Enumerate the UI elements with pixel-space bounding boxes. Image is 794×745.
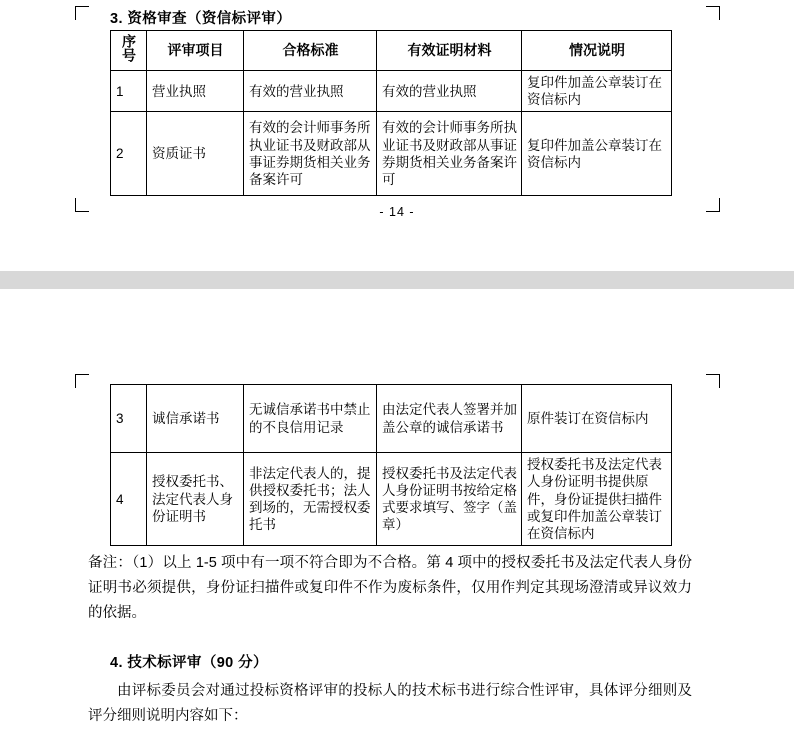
table-row [111,70,672,112]
cell-index: 3 [111,385,147,453]
column-header-proof: 有效证明材料 [377,31,522,71]
cell-item: 授权委托书、法定代表人身份证明书 [147,453,244,546]
page-number-footer: - 14 - [379,205,415,219]
table-row [111,385,672,453]
section-heading-technical-review: 4. 技术标评审（90 分） [110,655,268,671]
column-header-note: 情况说明 [522,31,672,71]
crop-mark-top-left [75,6,89,20]
crop-mark-top-right [706,6,720,20]
column-header-item: 评审项目 [147,31,244,71]
qualification-review-table [110,30,672,196]
cell-proof: 有效的营业执照 [377,70,522,112]
column-header-index [111,31,147,71]
cell-standard: 有效的营业执照 [244,70,377,112]
cell-standard: 无诚信承诺书中禁止的不良信用记录 [244,385,377,453]
cell-index: 2 [111,112,147,196]
column-header-index-label: 序号 [121,34,137,62]
qualification-review-table-continued [110,384,672,546]
cell-proof: 授权委托书及法定代表人身份证明书按给定格式要求填写、签字（盖章） [377,453,522,546]
cell-item: 诚信承诺书 [147,385,244,453]
remark-paragraph: 备注：（1）以上 1-5 项中有一项不符合即为不合格。第 4 项中的授权委托书及法定代表人身份证明书必须提供，身份证扫描件或复印件不作为废标条件，仅用作判定其现场澄清或异议效力的依据。 [88,555,692,621]
crop-mark-top-left [75,374,89,388]
table-row [111,453,672,546]
page-title: 3. 资格审查（资信标评审） [110,11,292,27]
cell-note: 授权委托书及法定代表人身份证明书提供原件，身份证提供扫描件或复印件加盖公章装订在资信标内 [522,453,672,546]
cell-standard: 有效的会计师事务所执业证书及财政部从事证券期货相关业务备案许可 [244,112,377,196]
column-header-standard: 合格标准 [244,31,377,71]
table-header-row [111,31,672,71]
cell-proof: 有效的会计师事务所执业证书及财政部从事证券期货相关业务备案许可 [377,112,522,196]
technical-review-paragraph: 由评标委员会对通过投标资格评审的投标人的技术标书进行综合性评审，具体评分细则及评分细则说明内容如下： [88,683,692,724]
cell-note: 复印件加盖公章装订在资信标内 [522,70,672,112]
document-page-1 [0,0,794,271]
document-page-2 [0,289,794,745]
cell-proof: 由法定代表人签署并加盖公章的诚信承诺书 [377,385,522,453]
cell-index: 4 [111,453,147,546]
page-separator [0,271,794,289]
cell-standard: 非法定代表人的，提供授权委托书；法人到场的，无需授权委托书 [244,453,377,546]
cell-index: 1 [111,70,147,112]
cell-note: 原件装订在资信标内 [522,385,672,453]
crop-mark-top-right [706,374,720,388]
table-row [111,112,672,196]
cell-item: 营业执照 [147,70,244,112]
cell-note: 复印件加盖公章装订在资信标内 [522,112,672,196]
cell-item: 资质证书 [147,112,244,196]
